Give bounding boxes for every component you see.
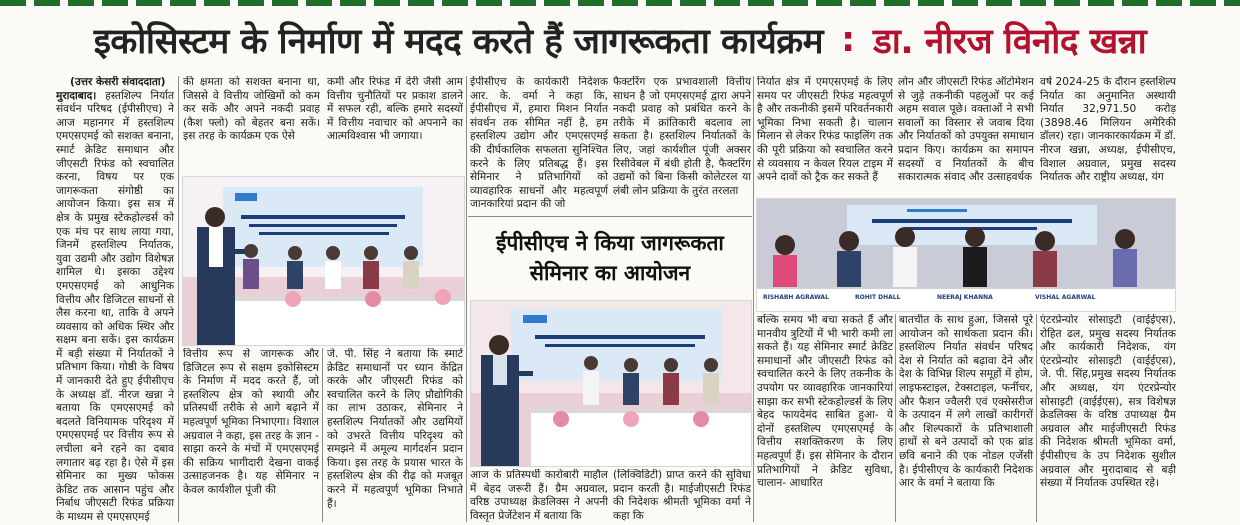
nameplate: NEERAJ KHANNA xyxy=(937,294,993,301)
article-column-5-top xyxy=(613,76,751,212)
nameplate: RISHABH AGRAWAL xyxy=(763,294,829,301)
column-3-top-text: कमी और रिफंड में देरी जैसी आम वित्तीय चुनौतियों पर प्रकाश डालने में सफल रही, बल्कि हमारे सदस्यों में वित्तीय नवाचार को अपनाने का आत्मविश्वास भी जगाया। xyxy=(327,76,463,143)
article-column-7-top xyxy=(898,76,1034,196)
article-column-2-bottom xyxy=(183,348,319,522)
article-column-6-bottom xyxy=(757,314,893,522)
column-rule xyxy=(753,76,754,522)
article-column-1 xyxy=(56,76,174,522)
column-2-bottom-text: वित्तीय रूप से जागरूक और डिजिटल रूप से सक्षम इकोसिस्टम के निर्माण में मदद करते हैं, जो हस्तशिल्प क्षेत्र को स्थायी और प्रतिस्पर्धी तरीके से आगे बढ़ाने में महत्वपूर्ण भूमिका निभाएगा। विशाल अग्रवाल ने कहा, इस तरह के ज्ञान - साझा करने के मंचों में एमएसएमई की सक्रिय भागीदारी देखना वाकई उत्साहजनक है। यह सेमिनार न केवल कार्यशील पूंजी की xyxy=(183,348,319,496)
column-7-bottom-text: बातचीत के साथ हुआ, जिससे पूरे आयोजन को सार्थकता प्रदान की। हस्तशिल्प निर्यात संवर्धन परिषद देश से निर्यात को बढ़ावा देने और देश के विभिन्न शिल्प समूहों में होम, लाइफस्टाइल, टेक्सटाइल, फर्नीचर, और फैशन ज्वैलरी एवं एक्सेसरीज के उत्पादन में लगे लाखों कारीगरों और शिल्पकारों के प्रतिभाशाली हाथों से बने उत्पादों को एक ब्रांड छवि बनाने की एक नोडल एजेंसी है। ईपीसीएच के कार्यकारी निदेशक आर के वर्मा ने बताया कि xyxy=(899,314,1033,490)
column-8-text: वर्ष 2024-25 के दौरान हस्तशिल्प निर्यात का अनुमानित अस्थायी निर्यात 32,971.50 करोड़ (3898.46 मिलियन अमेरिकी डॉलर) रहा। जानकारकार्यक्रम में डॉ. नीरज खन्ना, अध्यक्ष, ईपीसीएच, विशाल अग्रवाल, प्रमुख सदस्य निर्यातक और राष्ट्रीय अध्यक्ष, यंग xyxy=(1040,76,1176,184)
column-3-bottom-text: जे. पी. सिंह ने बताया कि स्मार्ट क्रेडिट समाधानों पर ध्यान केंद्रित करके और जीएसटी रिफंड को स्वचालित करने के लिए प्रौद्योगिकी का लाभ उठाकर, सेमिनार ने हस्तशिल्प निर्यातकों और उद्यमियों को उभरते वित्तीय परिदृश्य को समझने में अमूल्य मार्गदर्शन प्रदान किया। इस तरह के प्रयास भारत के हस्तशिल्प क्षेत्र की रीढ़ को मजबूत करने में महत्वपूर्ण भूमिका निभाते हैं। xyxy=(327,348,463,510)
nameplate: ROHIT DHALL xyxy=(855,294,901,301)
article-column-3-top xyxy=(327,76,463,160)
column-5-bottom-text: (लिक्विडिटी) प्राप्त करने की सुविधा प्रदान करती है। माईजीएसटी रिफंड की निदेशक श्रीमती भूमिका वर्मा ने कहा कि xyxy=(613,469,751,522)
seminar-photo-speaker xyxy=(182,176,465,346)
nameplate: VISHAL AGARWAL xyxy=(1035,294,1096,301)
column-2-top-text: की क्षमता को सशक्त बनाना था, जिससे वे वित्तीय जोखिमों को कम कर सकें और अपने नकदी प्रवाह (कैश फ्लो) को बेहतर बना सकें। इस तरह के कार्यक्रम एक ऐसे xyxy=(183,76,320,143)
column-7-top-text: लोन और जीएसटी रिफंड ऑटोमेशन से जुड़े तकनीकी पहलुओं पर कई अहम सवाल पूछे। वक्ताओं ने सभी सवालों का विस्तार से जवाब दिया और निर्यातकों को उपयुक्त समाधान प्रदान किए। कार्यक्रम का समापन सदस्यों व निर्यातकों के बीच सकारात्मक संवाद और उत्साहवर्धक xyxy=(898,76,1034,184)
seminar-photo-panel xyxy=(470,300,752,467)
article-column-7-bottom xyxy=(899,314,1033,522)
dateline: मुरादाबाद। xyxy=(56,89,97,102)
column-rule xyxy=(466,76,467,522)
column-rule xyxy=(322,348,323,522)
column-5-top-text: फैक्टरिंग एक प्रभावशाली वित्तीय साधन है जो एमएसएमई द्वारा अपने नकदी प्रवाह को प्रबंधित करने के तरीके में क्रांतिकारी बदलाव ला सकता है। हस्तशिल्प निर्यातकों के लिए, जहां कार्यशील पूंजी अक्सर रिसीवेबल में बंधी होती है, फैक्टरिंग उद्यमों को बिना किसी कोलेटरल या लंबी लोन प्रक्रिया के तुरंत तरलता xyxy=(613,76,751,197)
headline-main: इकोसिस्टम के निर्माण में मदद करते हैं जागरूकता कार्यक्रम xyxy=(93,21,824,62)
column-8-bottom-text: एंटरप्रेन्योर सोसाइटी (वाईईएस), रोहित ढल, प्रमुख सदस्य निर्यातक और कार्यकारी निदेशक, यंग एंटरप्रेन्योर सोसाइटी (वाईईएस), जे. पी. सिंह,प्रमुख सदस्य निर्यातक और अध्यक्ष, यंग एंटरप्रेन्योर सोसाइटी (वाईईएस), सत्र विशेषज्ञ क्रेडलिक्स के वरिष्ठ उपाध्यक्ष ग्रैम अग्रवाल और माईजीएसटी रिफंड की निदेशक श्रीमती भूमिका वर्मा, ईपीसीएच के उप निदेशक सुशील अग्रवाल और मुरादाबाद से बड़ी संख्या में निर्यातक उपस्थित रहे। xyxy=(1040,314,1176,490)
top-decorative-stripe xyxy=(0,0,1240,6)
headline xyxy=(0,10,1240,70)
seminar-photo-speaker-image xyxy=(183,177,464,345)
article-column-6-top xyxy=(757,76,893,196)
column-6-bottom-text: बल्कि समय भी बचा सकते हैं और मानवीय त्रुटियों में भी भारी कमी ला सकते हैं। यह सेमिनार स्मार्ट क्रेडिट समाधानों और जीएसटी रिफंड को स्वचालित करने के लिए तकनीक के उपयोग पर व्यावहारिक जानकारियां साझा कर सभी स्टेकहोल्डर्स के लिए बेहद फायदेमंद साबित हुआ- ये दोनों हस्तशिल्प एमएसएमई के वित्तीय सशक्तिकरण के लिए महत्वपूर्ण हैं। इस सेमिनार के दौरान प्रतिभागियों ने क्रेडिट सुविधा, चालान- आधारित xyxy=(757,314,893,490)
column-rule xyxy=(895,314,896,522)
section-rule xyxy=(468,216,752,217)
headline-speaker: डा. नीरज विनोद खन्ना xyxy=(873,21,1147,62)
article-column-3-bottom xyxy=(327,348,463,522)
column-4-bottom-text: आज के प्रतिस्पर्धी कारोबारी माहौल में बेहद जरूरी हैं। ग्रैम अग्रवाल, वरिष्ठ उपाध्यक्ष क्रेडलिक्स ने अपनी विस्तृत प्रेजेंटेशन में बताया कि xyxy=(470,469,608,522)
column-4-top-text: ईपीसीएच के कार्यकारी निदेशक आर. के. वर्मा ने कहा कि, ईपीसीएच में, हमारा मिशन निर्यात संवर्धन तक सीमित नहीं है, हम हस्तशिल्प उद्योग और एमएसएमई की दीर्घकालिक सफलता सुनिश्चित करने के लिए प्रतिबद्ध हैं। इस सेमिनार ने प्रतिभागियों को व्यावहारिक साधनों और महत्वपूर्ण जानकारियां प्रदान की जो xyxy=(470,76,608,211)
article-column-5-bottom xyxy=(613,469,751,522)
sub-headline xyxy=(468,228,752,288)
headline-separator: : xyxy=(841,20,856,60)
seminar-photo-panel-image xyxy=(471,301,751,466)
column-6-top-text: निर्यात क्षेत्र में एमएसएमई के लिए समय पर जीएसटी रिफंड महत्वपूर्ण है और तकनीकी इसमें परिवर्तनकारी भूमिका निभा सकती है। चालान मिलान से लेकर रिफंड फाइलिंग तक की पूरी प्रक्रिया को स्वचालित करने से व्यवसाय न केवल रियल टाइम में अपने दावों को ट्रैक कर सकते हैं xyxy=(757,76,893,184)
column-1-text: हस्तशिल्प निर्यात संवर्धन परिषद (ईपीसीएच) ने आज महानगर में हस्तशिल्प एमएसएमई को सशक्त बनाना, स्मार्ट क्रेडिट समाधान और जीएसटी रिफंड को स्वचालित करना, विषय पर एक जागरूकता संगोष्ठी का आयोजन किया। इस सत्र में क्षेत्र के प्रमुख स्टेकहोल्डर्स को एक मंच पर साथ लाया गया, जिनमें हस्तशिल्प निर्यातक, युवा उद्यमी और उद्योग विशेषज्ञ शामिल थे। इसका उद्देश्य एमएसएमई को आधुनिक वित्तीय और डिजिटल साधनों से लैस करना था, ताकि वे अपने व्यवसाय को अधिक स्थिर और सक्षम बना सकें। इस कार्यक्रम में बड़ी संख्या में निर्यातकों ने प्रतिभाग किया। गोष्ठी के विषय में जानकारी देते हुए ईपीसीएच के अध्यक्ष डॉ. नीरज खन्ना ने बताया कि एमएसएमई को बदलते विनियामक परिदृश्य में एमएसएमई पर वित्तीय रूप से लचीला बने रहने का दबाव लगातार बढ़ रहा है। ऐसे में इस सेमिनार का मुख्य फोकस क्रेडिट तक आसान पहुंच और निर्बाध जीएसटी रिफंड प्रक्रिया के माध्यम से एमएसएमई xyxy=(56,89,174,522)
article-column-8 xyxy=(1040,76,1176,196)
article-column-4-bottom xyxy=(470,469,608,522)
seminar-photo-dais xyxy=(756,198,1176,312)
sub-headline-line-2: सेमिनार का आयोजन xyxy=(529,261,691,285)
column-rule xyxy=(178,76,179,522)
byline-credit: (उत्तर केसरी संवाददाता) xyxy=(70,76,166,88)
article-column-2-top xyxy=(183,76,320,160)
sub-headline-line-1: ईपीसीएच ने किया जागरूकता xyxy=(496,231,724,255)
article-column-8-bottom xyxy=(1040,314,1176,522)
article-column-4-top xyxy=(470,76,608,212)
column-rule xyxy=(1036,314,1037,522)
